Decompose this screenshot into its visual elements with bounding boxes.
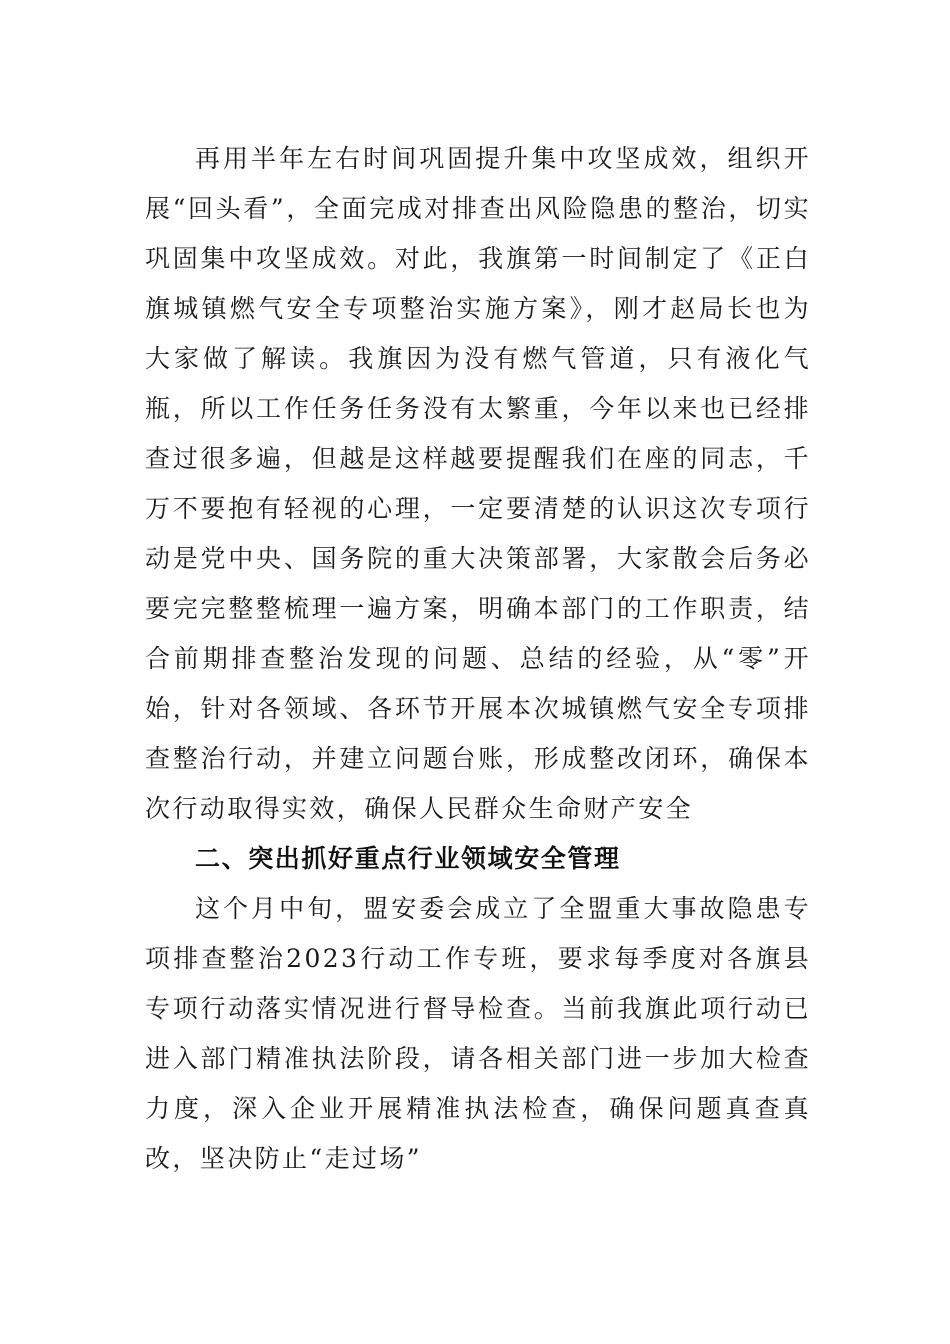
document-body (145, 134, 811, 1184)
body-paragraph-2: 这个月中旬，盟安委会成立了全盟重大事故隐患专项排查整治2023行动工作专班，要求每季度对各旗县专项行动落实情况进行督导检查。当前我旗此项行动已进入部门精准执法阶段，请各相关部门进一步加大检查力度，深入企业开展精准执法检查，确保问题真查真改，坚决防止“走过场” (145, 894, 811, 1173)
section-heading-2: 二、突出抓好重点行业领域安全管理 (195, 844, 621, 873)
body-paragraph-1: 再用半年左右时间巩固提升集中攻坚成效，组织开展“回头看”，全面完成对排查出风险隐患的整治，切实巩固集中攻坚成效。对此，我旗第一时间制定了《正白旗城镇燃气安全专项整治实施方案》，刚才赵局长也为大家做了解读。我旗因为没有燃气管道，只有液化气瓶，所以工作任务任务没有太繁重，今年以来也已经排查过很多遍，但越是这样越要提醒我们在座的同志，千万不要抱有轻视的心理，一定要清楚的认识这次专项行动是党中央、国务院的重大决策部署，大家散会后务必要完完整整梳理一遍方案，明确本部门的工作职责，结合前期排查整治发现的问题、总结的经验，从“零”开始，针对各领域、各环节开展本次城镇燃气安全专项排查整治行动，并建立问题台账，形成整改闭环，确保本次行动取得实效，确保人民群众生命财产安全 (145, 144, 811, 823)
